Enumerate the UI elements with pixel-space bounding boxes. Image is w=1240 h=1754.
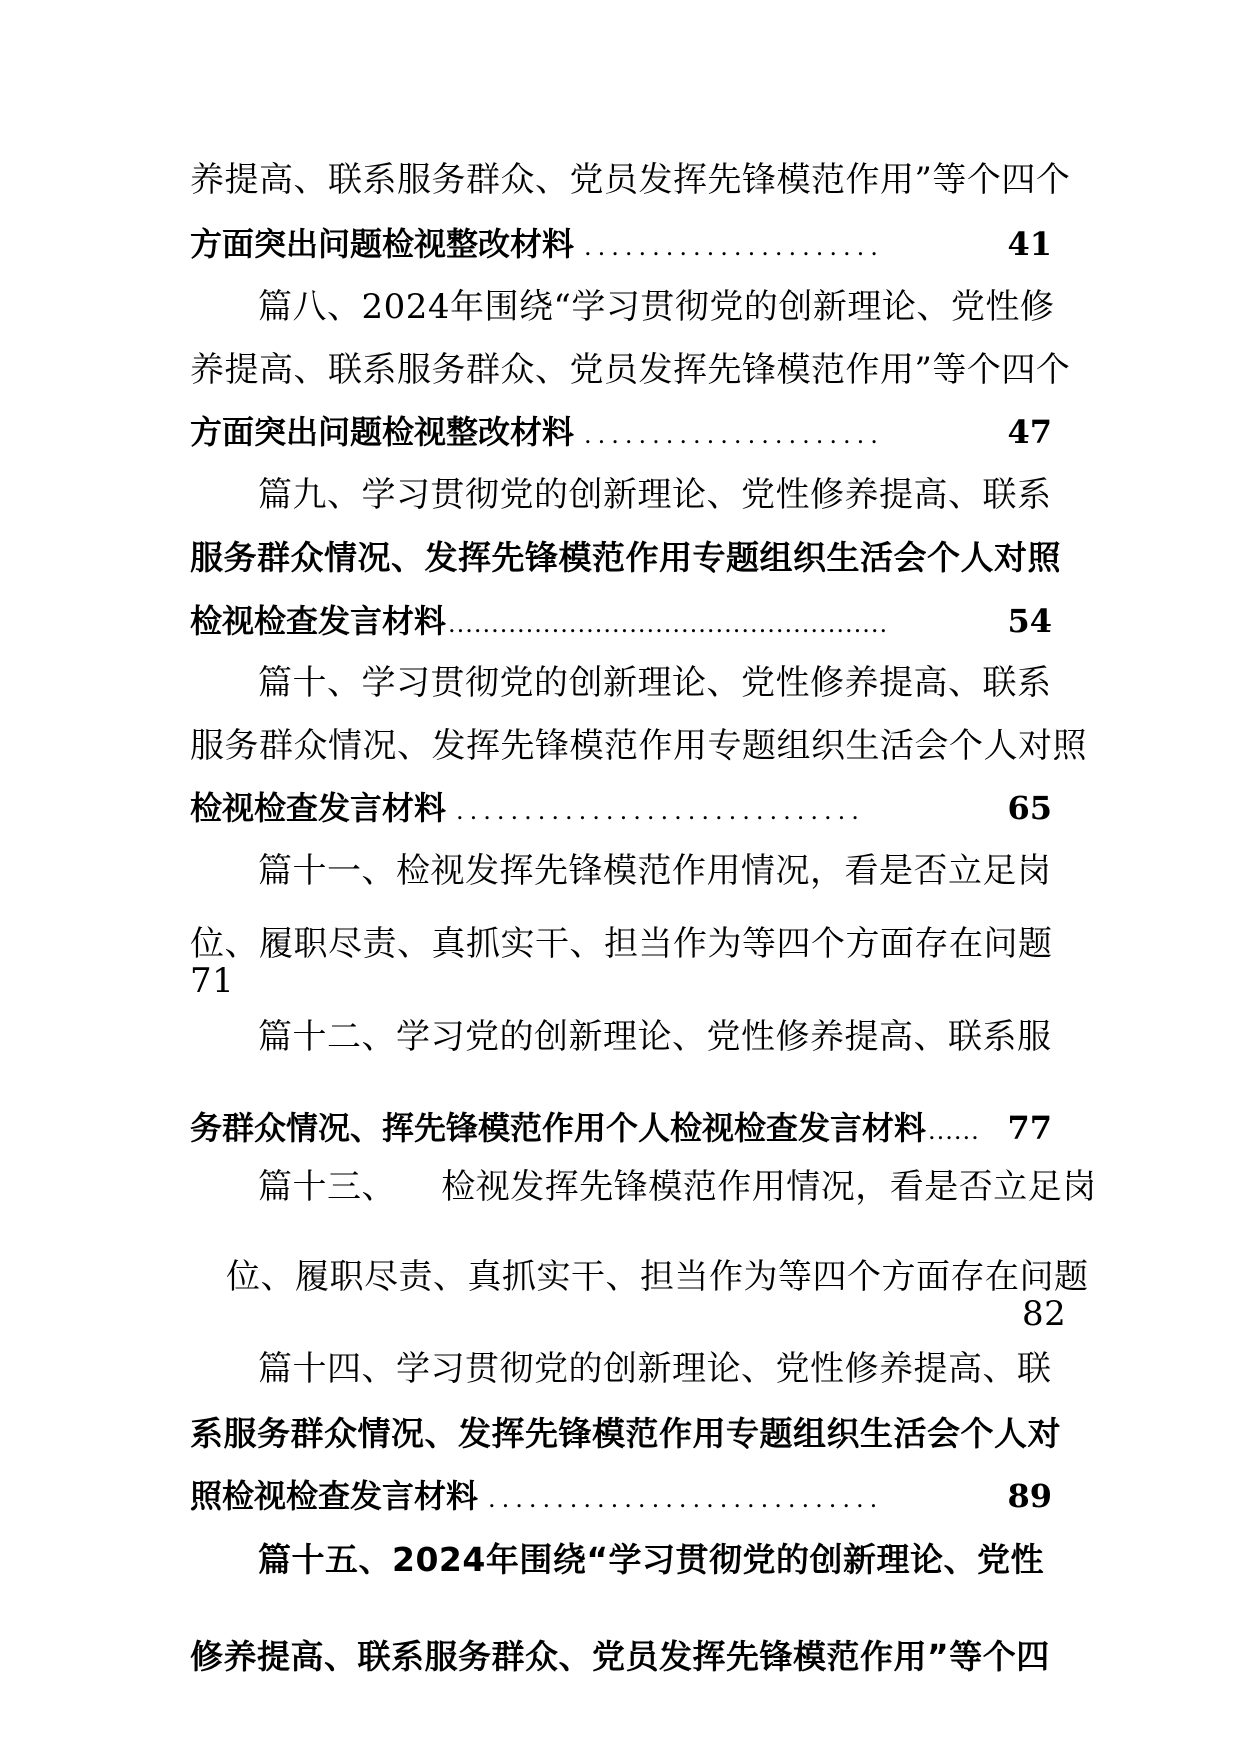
toc-leader-dots: ...... bbox=[928, 1119, 980, 1143]
toc-line: 养提高、联系服务群众、党员发挥先锋模范作用”等个四个 bbox=[190, 160, 1071, 200]
toc-line: 位、履职尽责、真抓实干、担当作为等四个方面存在问题 bbox=[190, 924, 1053, 964]
toc-entry-title: 检视检查发言材料 bbox=[190, 789, 447, 827]
toc-leader-dots: .............................. bbox=[456, 799, 865, 823]
toc-entry-77[interactable] bbox=[190, 1109, 1052, 1147]
toc-page-number: 54 bbox=[1007, 602, 1052, 640]
toc-line: 养提高、联系服务群众、党员发挥先锋模范作用”等个四个 bbox=[190, 350, 1071, 390]
toc-entry-89[interactable] bbox=[190, 1477, 1052, 1515]
toc-page-number: 47 bbox=[1007, 413, 1052, 451]
toc-leader-dots: ............................. bbox=[488, 1487, 884, 1511]
toc-entry-title: 照检视检查发言材料 bbox=[190, 1477, 479, 1515]
toc-entry-title: 检视检查发言材料 bbox=[190, 602, 447, 640]
toc-entry-54[interactable] bbox=[190, 602, 1052, 640]
toc-page-number: 77 bbox=[1007, 1109, 1052, 1147]
toc-page-number: 82 bbox=[1022, 1294, 1067, 1334]
toc-line: 系服务群众情况、发挥先锋模范作用专题组织生活会个人对 bbox=[190, 1414, 1061, 1453]
toc-line: 服务群众情况、发挥先锋模范作用专题组织生活会个人对照 bbox=[190, 538, 1061, 577]
toc-line: 篇九、学习贯彻党的创新理论、党性修养提高、联系 bbox=[258, 475, 1052, 515]
toc-entry-47[interactable] bbox=[190, 413, 1052, 451]
toc-page-number: 41 bbox=[1007, 225, 1052, 263]
toc-leader-dots: ...................... bbox=[584, 235, 884, 259]
toc-page-number: 65 bbox=[1007, 789, 1052, 827]
toc-entry-65[interactable] bbox=[190, 789, 1052, 827]
toc-entry-title: 方面突出问题检视整改材料 bbox=[190, 413, 575, 451]
toc-page-number: 71 bbox=[190, 961, 235, 1001]
toc-leader-dots: ................................................... bbox=[448, 612, 889, 636]
toc-page-number: 89 bbox=[1007, 1477, 1052, 1515]
toc-line: 篇十二、学习党的创新理论、党性修养提高、联系服 bbox=[258, 1017, 1052, 1057]
toc-line: 篇十四、学习贯彻党的创新理论、党性修养提高、联 bbox=[258, 1349, 1052, 1389]
toc-line: 位、履职尽责、真抓实干、担当作为等四个方面存在问题 bbox=[226, 1257, 1089, 1297]
toc-entry-title: 务群众情况、挥先锋模范作用个人检视检查发言材料 bbox=[190, 1109, 927, 1147]
toc-line: 篇十、学习贯彻党的创新理论、党性修养提高、联系 bbox=[258, 663, 1052, 703]
toc-line: 篇十三、 检视发挥先锋模范作用情况，看是否立足岗 bbox=[258, 1167, 1097, 1207]
toc-line: 篇八、2024年围绕“学习贯彻党的创新理论、党性修 bbox=[258, 287, 1055, 327]
toc-leader-dots: ...................... bbox=[584, 423, 884, 447]
toc-line: 修养提高、联系服务群众、党员发挥先锋模范作用”等个四 bbox=[190, 1637, 1050, 1676]
toc-line: 篇十一、检视发挥先锋模范作用情况，看是否立足岗 bbox=[258, 851, 1052, 891]
toc-line: 篇十五、2024年围绕“学习贯彻党的创新理论、党性 bbox=[258, 1540, 1045, 1579]
toc-entry-title: 方面突出问题检视整改材料 bbox=[190, 225, 575, 263]
toc-line: 服务群众情况、发挥先锋模范作用专题组织生活会个人对照 bbox=[190, 726, 1087, 766]
toc-entry-41[interactable] bbox=[190, 225, 1052, 263]
